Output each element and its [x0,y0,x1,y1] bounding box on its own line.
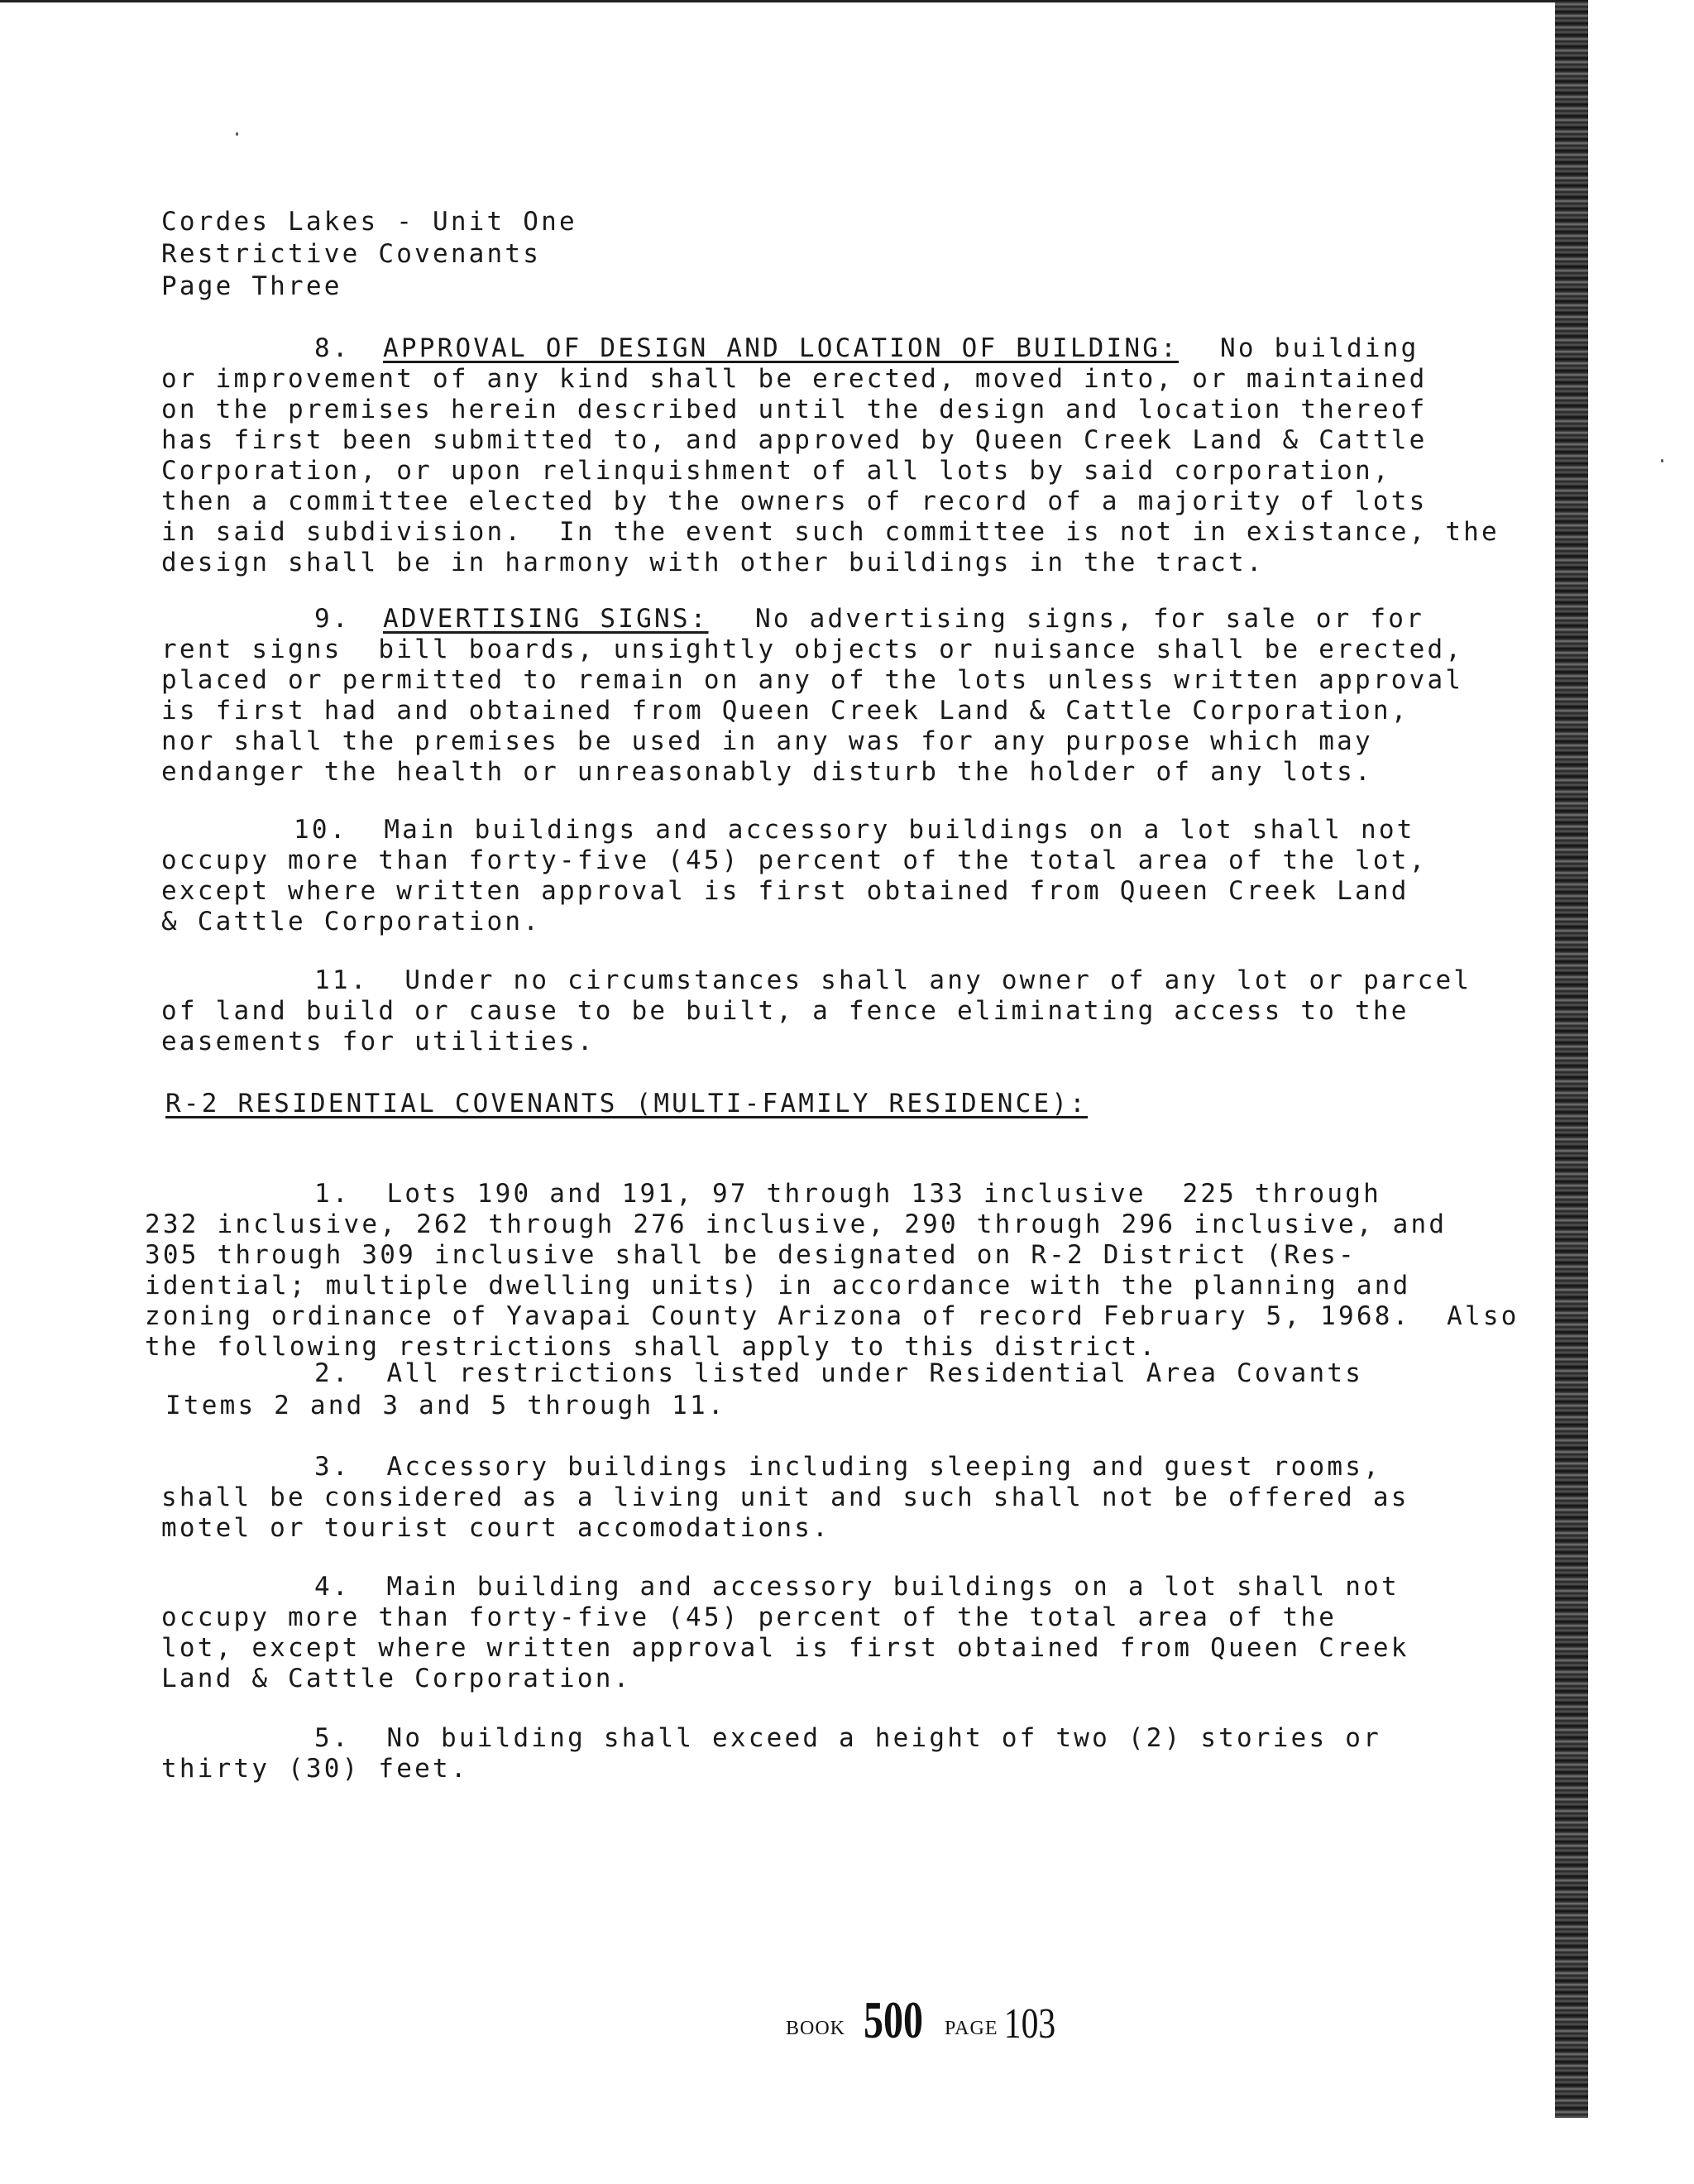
item-8-line: on the premises herein described until the design and location thereof [161,395,1428,424]
item-9-line: No advertising signs, for sale or for [755,604,1424,634]
header-title: Cordes Lakes - Unit One [161,207,577,237]
item-11-line: 11. Under no circumstances shall any owner of any lot or parcel [314,965,1472,995]
item-9-line: rent signs bill boards, unsightly objects or nuisance shall be erected, [161,635,1464,664]
item-8-line: or improvement of any kind shall be erected, moved into, or maintained [161,364,1428,394]
r2-item-1-line: 1. Lots 190 and 191, 97 through 133 inclusive 225 through [314,1179,1381,1209]
item-8-line: Corporation, or upon relinquishment of all lots by said corporation, [161,456,1391,486]
item-9-line: nor shall the premises be used in any was for any purpose which may [161,726,1373,756]
item-9-line: endanger the health or unreasonably disturb the holder of any lots. [161,757,1373,787]
page-label: PAGE [945,2018,998,2039]
r2-item-4-line: occupy more than forty-five (45) percent of the total area of the [161,1602,1337,1632]
item-8-number: 8. [314,333,351,363]
r2-item-4-line: Land & Cattle Corporation. [161,1664,632,1693]
r2-item-3-line: motel or tourist court accomodations. [161,1513,830,1543]
item-11-line: easements for utilities. [161,1027,596,1056]
book-page-stamp [786,1990,1062,2051]
item-8-heading: APPROVAL OF DESIGN AND LOCATION OF BUILDING: [383,333,1179,363]
item-8-line: has first been submitted to, and approved by Queen Creek Land & Cattle [161,425,1428,455]
r2-item-2-line: 2. All restrictions listed under Residential Area Covants [314,1358,1364,1388]
item-9-heading: ADVERTISING SIGNS: [383,604,709,634]
r2-item-3-line: 3. Accessory buildings including sleeping and guest rooms, [314,1452,1381,1482]
r2-item-1-line: idential; multiple dwelling units) in accordance with the planning and [145,1271,1411,1300]
item-8-line: design shall be in harmony with other buildings in the tract. [161,548,1265,577]
item-11-line: of land build or cause to be built, a fence eliminating access to the [161,996,1409,1026]
r2-item-5-line: 5. No building shall exceed a height of two (2) stories or [314,1723,1381,1753]
r2-item-1-line: the following restrictions shall apply to this district. [145,1332,1158,1362]
item-9-line: is first had and obtained from Queen Creek Land & Cattle Corporation, [161,696,1409,726]
item-8-line: in said subdivision. In the event such committee is not in existance, the [161,517,1500,547]
r2-section-heading: R-2 RESIDENTIAL COVENANTS (MULTI-FAMILY RESIDENCE): [165,1089,1089,1118]
book-number: 500 [864,1990,924,2049]
scan-right-edge [1555,0,1588,2118]
book-label: BOOK [786,2018,846,2039]
item-8-line: No building [1220,333,1419,363]
page-number: 103 [1004,2000,1056,2048]
r2-item-2-line: Items 2 and 3 and 5 through 11. [165,1391,726,1420]
r2-item-4-line: 4. Main building and accessory buildings on a lot shall not [314,1572,1400,1602]
scan-speck [1661,459,1663,462]
item-10-line: & Cattle Corporation. [161,907,542,936]
r2-item-3-line: shall be considered as a living unit and such shall not be offered as [161,1482,1409,1512]
item-9-number: 9. [314,604,351,634]
r2-item-4-line: lot, except where written approval is first obtained from Queen Creek [161,1633,1409,1663]
scan-top-edge [0,0,1555,2]
scan-speck [236,132,238,136]
r2-item-1-line: 305 through 309 inclusive shall be designated on R-2 District (Res- [145,1240,1357,1270]
r2-item-1-line: zoning ordinance of Yavapai County Arizona of record February 5, 1968. Also [145,1301,1519,1331]
item-10-line: except where written approval is first obtained from Queen Creek Land [161,876,1409,906]
header-page-label: Page Three [161,271,342,301]
item-10-line: occupy more than forty-five (45) percent of the total area of the lot, [161,845,1428,875]
item-8-line: then a committee elected by the owners of record of a majority of lots [161,486,1428,516]
header-subtitle: Restrictive Covenants [161,239,542,269]
r2-item-1-line: 232 inclusive, 262 through 276 inclusive, 290 through 296 inclusive, and [145,1209,1448,1239]
item-9-line: placed or permitted to remain on any of the lots unless written approval [161,665,1464,695]
r2-item-5-line: thirty (30) feet. [161,1754,469,1784]
item-10-line: 10. Main buildings and accessory buildings on a lot shall not [294,815,1415,845]
